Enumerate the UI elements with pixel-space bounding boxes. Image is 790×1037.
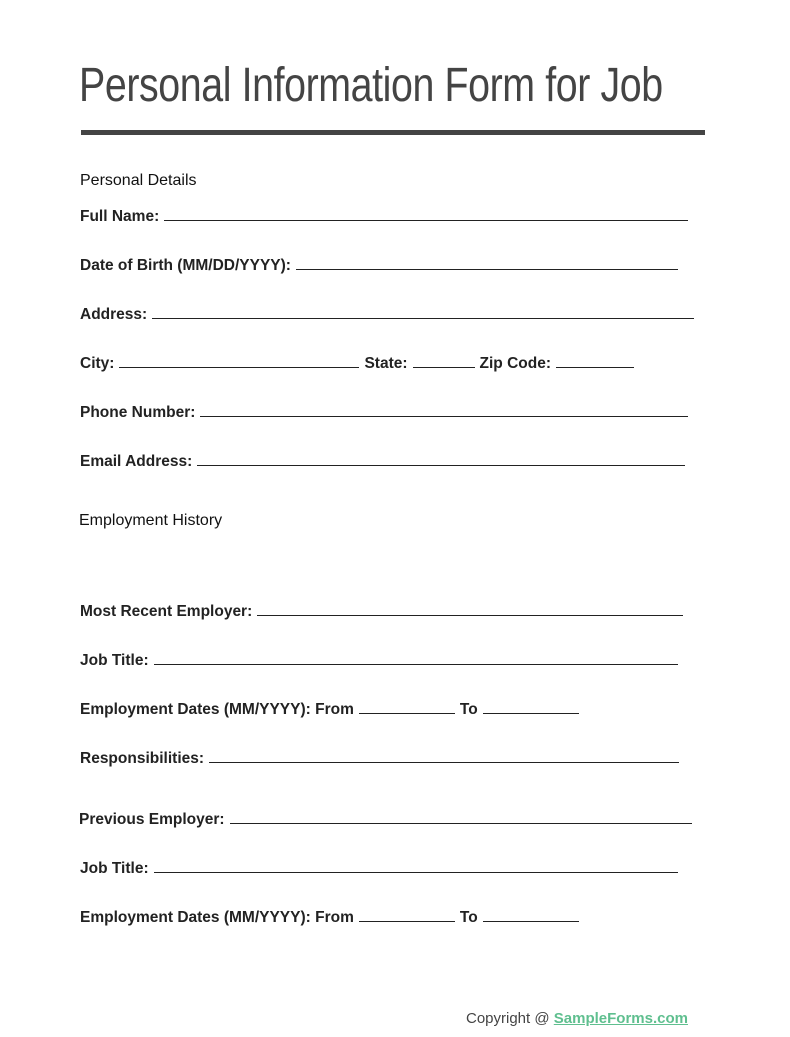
recent-employer-label: Most Recent Employer: <box>80 603 253 620</box>
state-input[interactable] <box>413 353 475 368</box>
full-name-input[interactable] <box>164 206 688 221</box>
previous-employer-label: Previous Employer: <box>79 811 225 828</box>
dob-input[interactable] <box>296 255 678 270</box>
to-label-2: To <box>459 909 478 926</box>
title-divider <box>81 130 705 135</box>
phone-row <box>80 402 693 422</box>
section-personal-details: Personal Details <box>80 172 197 189</box>
city-input[interactable] <box>119 353 359 368</box>
brand-link[interactable]: SampleForms.com <box>553 1010 688 1027</box>
address-label: Address: <box>80 306 148 323</box>
state-label: State: <box>364 355 408 372</box>
address-row <box>80 304 699 324</box>
address-input[interactable] <box>152 304 694 319</box>
section-employment-history: Employment History <box>79 512 223 529</box>
employment-dates-row-1 <box>80 699 584 719</box>
previous-employer-input[interactable] <box>230 809 692 824</box>
recent-employer-row <box>80 601 688 621</box>
phone-label: Phone Number: <box>80 404 196 421</box>
recent-employer-input[interactable] <box>257 601 683 616</box>
job-title-row-1 <box>80 650 683 670</box>
email-label: Email Address: <box>80 453 193 470</box>
from-date-input-1[interactable] <box>359 699 455 714</box>
phone-input[interactable] <box>200 402 688 417</box>
employment-dates-label-2: Employment Dates (MM/YYYY): From <box>80 909 354 926</box>
full-name-label: Full Name: <box>80 208 160 225</box>
city-state-zip-row <box>80 353 639 373</box>
full-name-row <box>80 206 693 226</box>
job-title-input-2[interactable] <box>154 858 678 873</box>
job-title-input-1[interactable] <box>154 650 678 665</box>
from-date-input-2[interactable] <box>359 907 455 922</box>
employment-dates-row-2 <box>80 907 584 927</box>
email-input[interactable] <box>197 451 685 466</box>
zip-input[interactable] <box>556 353 634 368</box>
to-date-input-2[interactable] <box>483 907 579 922</box>
copyright-text: Copyright @ <box>466 1010 554 1027</box>
to-date-input-1[interactable] <box>483 699 579 714</box>
zip-label: Zip Code: <box>479 355 551 372</box>
footer-copyright <box>466 1010 688 1027</box>
city-label: City: <box>80 355 115 372</box>
email-row <box>80 451 690 471</box>
page-title: Personal Information Form for Job <box>79 59 663 112</box>
job-title-label-1: Job Title: <box>80 652 149 669</box>
previous-employer-row <box>79 809 697 829</box>
to-label-1: To <box>459 701 478 718</box>
responsibilities-label: Responsibilities: <box>80 750 205 767</box>
job-title-row-2 <box>80 858 683 878</box>
responsibilities-input[interactable] <box>209 748 679 763</box>
dob-label: Date of Birth (MM/DD/YYYY): <box>80 257 291 274</box>
dob-row <box>80 255 683 275</box>
employment-dates-label-1: Employment Dates (MM/YYYY): From <box>80 701 354 718</box>
responsibilities-row <box>80 748 684 768</box>
job-title-label-2: Job Title: <box>80 860 149 877</box>
